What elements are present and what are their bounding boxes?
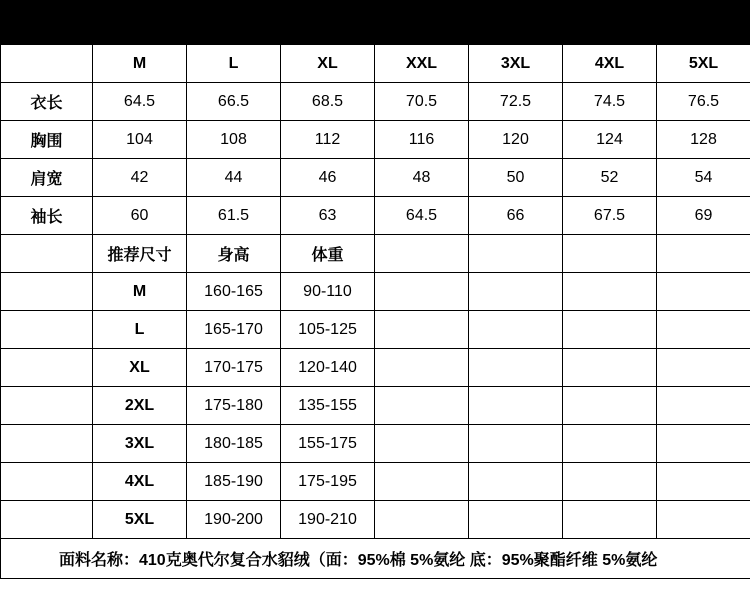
table-row [1,83,750,121]
cell-bust-5xl: 128 [657,121,750,159]
spacer-cell [657,235,750,273]
table-row [1,463,750,501]
cell-shoulder-4xl: 52 [563,159,657,197]
spacer-cell [469,311,563,349]
spacer-cell [657,273,750,311]
cell-length-l: 66.5 [187,83,281,121]
row-label-length: 衣长 [1,83,93,121]
spacer-cell [563,463,657,501]
spacer-cell [375,235,469,273]
column-header-5xl: 5XL [657,45,750,83]
recommend-weight-4xl: 175-195 [281,463,375,501]
spacer-cell [375,273,469,311]
cell-length-5xl: 76.5 [657,83,750,121]
spacer-cell [563,273,657,311]
table-row [1,425,750,463]
cell-shoulder-l: 44 [187,159,281,197]
cell-length-4xl: 74.5 [563,83,657,121]
column-header-xxl: XXL [375,45,469,83]
spacer-cell [1,425,93,463]
row-label-sleeve: 袖长 [1,197,93,235]
spacer-cell [469,425,563,463]
cell-sleeve-5xl: 69 [657,197,750,235]
cell-bust-l: 108 [187,121,281,159]
recommend-weight-2xl: 135-155 [281,387,375,425]
recommend-header-weight: 体重 [281,235,375,273]
cell-shoulder-xxl: 48 [375,159,469,197]
recommend-header-size: 推荐尺寸 [93,235,187,273]
spacer-cell [469,463,563,501]
corner-cell [1,45,93,83]
table-row [1,387,750,425]
spacer-cell [469,349,563,387]
recommend-weight-l: 105-125 [281,311,375,349]
column-header-l: L [187,45,281,83]
spacer-cell [375,501,469,539]
spacer-cell [1,273,93,311]
cell-sleeve-3xl: 66 [469,197,563,235]
cell-sleeve-xxl: 64.5 [375,197,469,235]
recommend-height-3xl: 180-185 [187,425,281,463]
cell-shoulder-m: 42 [93,159,187,197]
cell-bust-m: 104 [93,121,187,159]
table-row [1,311,750,349]
cell-shoulder-xl: 46 [281,159,375,197]
table-row [1,121,750,159]
spacer-cell [563,425,657,463]
cell-bust-xl: 112 [281,121,375,159]
spacer-cell [657,349,750,387]
recommend-weight-xl: 120-140 [281,349,375,387]
table-row [1,349,750,387]
recommend-size-4xl: 4XL [93,463,187,501]
row-label-shoulder: 肩宽 [1,159,93,197]
recommend-size-5xl: 5XL [93,501,187,539]
cell-shoulder-3xl: 50 [469,159,563,197]
cell-shoulder-5xl: 54 [657,159,750,197]
cell-length-m: 64.5 [93,83,187,121]
table-row [1,159,750,197]
spacer-cell [563,235,657,273]
cell-length-3xl: 72.5 [469,83,563,121]
column-header-xl: XL [281,45,375,83]
recommend-header-row [1,235,750,273]
spacer-cell [375,425,469,463]
table-row [1,501,750,539]
recommend-height-5xl: 190-200 [187,501,281,539]
cell-bust-3xl: 120 [469,121,563,159]
cell-sleeve-m: 60 [93,197,187,235]
spacer-cell [657,387,750,425]
spacer-cell [375,463,469,501]
measurement-table [0,44,750,579]
column-header-m: M [93,45,187,83]
recommend-size-2xl: 2XL [93,387,187,425]
spacer-cell [375,311,469,349]
spacer-cell [469,235,563,273]
recommend-height-l: 165-170 [187,311,281,349]
recommend-weight-m: 90-110 [281,273,375,311]
spacer-cell [563,349,657,387]
recommend-height-m: 160-165 [187,273,281,311]
footer-row [1,539,750,579]
spacer-cell [469,273,563,311]
row-label-bust: 胸围 [1,121,93,159]
material-note: 面料名称：410克奥代尔复合水貂绒（面：95%棉 5%氨纶 底：95%聚酯纤维 5%氨纶 [1,539,750,579]
spacer-cell [563,387,657,425]
recommend-header-height: 身高 [187,235,281,273]
cell-length-xxl: 70.5 [375,83,469,121]
spacer-cell [563,311,657,349]
recommend-height-4xl: 185-190 [187,463,281,501]
recommend-weight-5xl: 190-210 [281,501,375,539]
recommend-height-xl: 170-175 [187,349,281,387]
spacer-cell [657,311,750,349]
spacer-cell [469,501,563,539]
recommend-size-xl: XL [93,349,187,387]
cell-sleeve-xl: 63 [281,197,375,235]
recommend-size-l: L [93,311,187,349]
spacer-cell [1,387,93,425]
table-header-row [1,45,750,83]
recommend-size-m: M [93,273,187,311]
recommend-weight-3xl: 155-175 [281,425,375,463]
top-banner [0,0,750,44]
cell-length-xl: 68.5 [281,83,375,121]
recommend-size-3xl: 3XL [93,425,187,463]
table-row [1,197,750,235]
spacer-cell [469,387,563,425]
column-header-4xl: 4XL [563,45,657,83]
spacer-cell [1,501,93,539]
cell-bust-4xl: 124 [563,121,657,159]
spacer-cell [1,311,93,349]
cell-sleeve-4xl: 67.5 [563,197,657,235]
spacer-cell [1,349,93,387]
spacer-cell [1,235,93,273]
cell-bust-xxl: 116 [375,121,469,159]
spacer-cell [375,349,469,387]
column-header-3xl: 3XL [469,45,563,83]
spacer-cell [1,463,93,501]
spacer-cell [563,501,657,539]
cell-sleeve-l: 61.5 [187,197,281,235]
table-row [1,273,750,311]
spacer-cell [657,501,750,539]
spacer-cell [375,387,469,425]
spacer-cell [657,463,750,501]
recommend-height-2xl: 175-180 [187,387,281,425]
spacer-cell [657,425,750,463]
